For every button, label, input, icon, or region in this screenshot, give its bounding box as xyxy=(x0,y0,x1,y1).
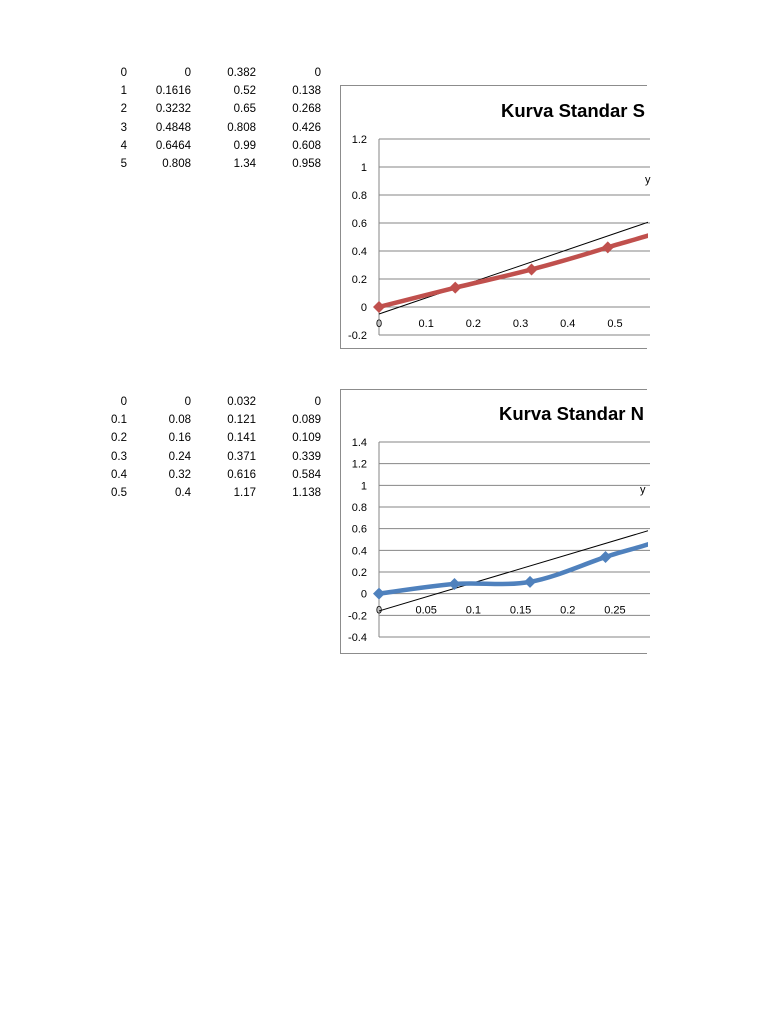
table-cell: 0.109 xyxy=(292,432,321,445)
table-cell: 5 xyxy=(120,157,127,170)
x-tick-label: 0 xyxy=(375,604,383,617)
trendline xyxy=(379,525,667,611)
table-cell: 0.3232 xyxy=(155,103,191,116)
chart-title: Kurva Standar S xyxy=(501,100,645,121)
table-cell: 0 xyxy=(184,67,191,79)
table-cell: 0.089 xyxy=(292,414,321,427)
table-cell: 3 xyxy=(120,121,127,134)
table-cell: 0.616 xyxy=(227,468,256,481)
table-cell: 0 xyxy=(314,67,321,79)
table-cell: 0 xyxy=(120,67,127,79)
x-tick-label: 0.15 xyxy=(509,604,532,617)
y-tick-label: 1.4 xyxy=(351,437,367,449)
table-cell: 0.16 xyxy=(168,432,191,445)
table-cell: 0.1 xyxy=(111,414,127,427)
chart-svg xyxy=(341,86,651,348)
table-cell: 0.08 xyxy=(168,414,191,427)
table-cell: 0.4 xyxy=(175,486,191,499)
table-cell: 1 xyxy=(120,85,127,98)
table-cell: 2 xyxy=(120,103,127,116)
table-cell: 0.52 xyxy=(233,85,256,98)
table-cell: 0.608 xyxy=(292,139,321,152)
x-tick-label: 0.1 xyxy=(465,604,482,617)
table-cell: 0.32 xyxy=(168,468,191,481)
trendline xyxy=(379,219,657,314)
x-tick-label: 0.2 xyxy=(465,318,482,330)
table-cell: 0.65 xyxy=(233,103,256,116)
y-tick-label: 0 xyxy=(360,302,367,314)
table-cell: 1.138 xyxy=(292,486,321,499)
x-tick-label: 0.1 xyxy=(418,318,434,330)
x-tick-label: 0.5 xyxy=(607,318,623,330)
data-point-marker xyxy=(373,588,385,600)
y-tick-label: 1.2 xyxy=(351,458,367,471)
x-tick-label: 0 xyxy=(375,318,383,330)
y-tick-label: 0.6 xyxy=(351,523,367,536)
data-point-marker xyxy=(524,576,536,588)
data-point-marker xyxy=(449,578,461,590)
table-cell: 0.3 xyxy=(111,450,127,463)
table-cell: 1.34 xyxy=(233,157,256,170)
y-tick-label: 0.6 xyxy=(351,218,367,230)
x-tick-label: 0.25 xyxy=(604,604,626,617)
trendline-equation: y xyxy=(640,484,646,496)
series-line xyxy=(379,470,757,593)
table-cell: 4 xyxy=(120,139,127,152)
data-point-marker xyxy=(449,282,461,294)
table-cell: 0.382 xyxy=(227,67,256,79)
chart-kurva-standar-s xyxy=(340,85,651,349)
chart-title: Kurva Standar N xyxy=(499,403,644,424)
table-cell: 0.339 xyxy=(292,450,321,463)
table-cell: 0 xyxy=(314,396,321,408)
table-cell: 0.2 xyxy=(111,432,127,445)
y-tick-label: -0.2 xyxy=(348,610,367,623)
trendline-equation: y xyxy=(645,174,651,186)
y-tick-label: 1 xyxy=(360,162,367,174)
data-point-marker xyxy=(602,241,614,253)
table-cell: 0.99 xyxy=(233,139,256,152)
y-tick-label: 1.2 xyxy=(351,134,367,146)
table-cell: 0.426 xyxy=(292,121,321,134)
data-point-marker xyxy=(373,301,385,313)
table-cell: 0 xyxy=(184,396,191,408)
table-cell: 0.032 xyxy=(227,396,256,408)
table-cell: 0.1616 xyxy=(155,85,191,98)
table-cell: 0.584 xyxy=(292,468,321,481)
table-cell: 0.6464 xyxy=(155,139,191,152)
x-tick-label: 0.4 xyxy=(560,318,576,330)
table-cell: 0.121 xyxy=(227,414,256,427)
chart-svg xyxy=(341,390,647,653)
y-tick-label: 0.2 xyxy=(351,274,367,286)
y-tick-label: 0.2 xyxy=(351,567,367,579)
x-tick-label: 0.05 xyxy=(415,604,437,617)
table-cell: 0.958 xyxy=(292,157,321,170)
series-line xyxy=(379,173,760,307)
table-cell: 0.4848 xyxy=(155,121,191,134)
table-cell: 0.4 xyxy=(111,468,127,481)
y-tick-label: 0.8 xyxy=(351,190,367,202)
y-tick-label: 0.4 xyxy=(351,545,367,558)
table-cell: 0.808 xyxy=(227,121,256,134)
y-tick-label: 0.8 xyxy=(351,502,367,514)
y-tick-label: 0 xyxy=(360,588,367,601)
x-tick-label: 0.3 xyxy=(512,318,529,330)
y-tick-label: 0.4 xyxy=(351,246,367,258)
table-cell: 0.808 xyxy=(162,157,191,170)
table-cell: 0.141 xyxy=(227,432,256,445)
table-cell: 0 xyxy=(120,396,127,408)
chart-kurva-standar-n xyxy=(340,389,647,654)
y-tick-label: -0.2 xyxy=(348,330,367,342)
table-cell: 0.371 xyxy=(227,450,256,463)
y-tick-label: -0.4 xyxy=(348,632,367,644)
table-cell: 1.17 xyxy=(233,486,256,499)
y-tick-label: 1 xyxy=(360,480,367,493)
data-point-marker xyxy=(600,551,612,563)
table-cell: 0.24 xyxy=(168,450,191,463)
table-cell: 0.5 xyxy=(111,486,127,499)
table-cell: 0.268 xyxy=(292,103,321,116)
data-point-marker xyxy=(526,263,538,275)
table-cell: 0.138 xyxy=(292,85,321,98)
x-tick-label: 0.2 xyxy=(560,604,576,617)
